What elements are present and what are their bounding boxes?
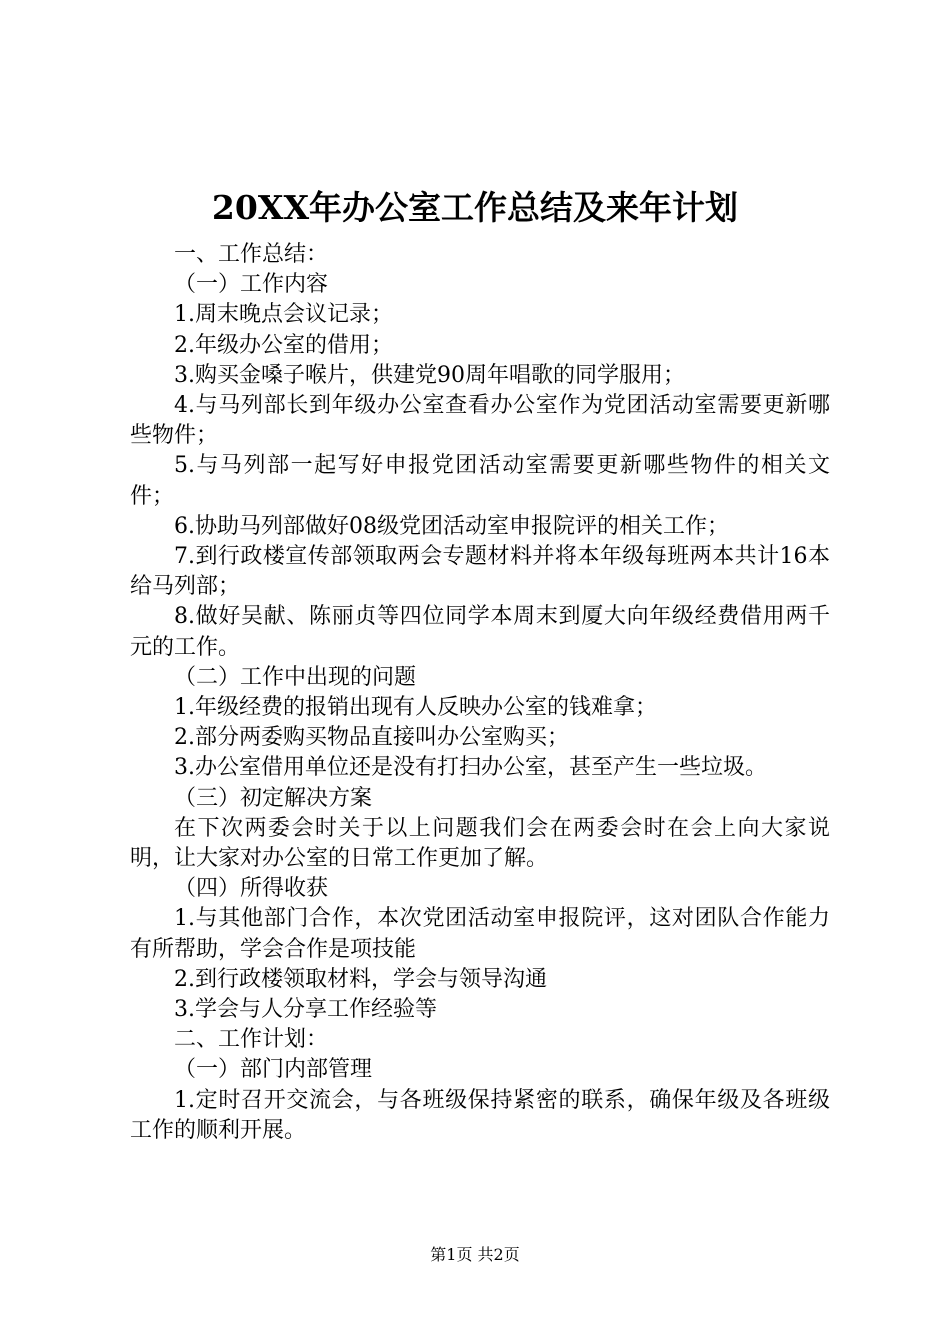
list-item: 3.办公室借用单位还是没有打扫办公室，甚至产生一些垃圾。: [174, 755, 767, 781]
subsection-heading-work-content: （一）工作内容: [174, 272, 329, 298]
list-item: 1.年级经费的报销出现有人反映办公室的钱难拿；: [174, 695, 657, 721]
list-item: 8.做好吴献、陈丽贞等四位同学本周末到厦大向年级经费借用两千元的工作。: [130, 604, 830, 660]
subsection-heading-problems: （二）工作中出现的问题: [174, 664, 417, 690]
list-item: 3.购买金嗓子喉片，供建党90周年唱歌的同学服用；: [174, 362, 685, 388]
list-item: 2.年级办公室的借用；: [174, 332, 393, 358]
list-item: 2.到行政楼领取材料，学会与领导沟通: [174, 966, 547, 992]
list-item: 1.定时召开交流会，与各班级保持紧密的联系，确保年级及各班级工作的顺利开展。: [130, 1087, 830, 1143]
list-item: 3.学会与人分享工作经验等: [174, 997, 437, 1023]
document-body: [130, 240, 830, 1146]
list-item: 6.协助马列部做好08级党团活动室申报院评的相关工作；: [174, 513, 729, 539]
list-item: 4.与马列部长到年级办公室查看办公室作为党团活动室需要更新哪些物件；: [130, 393, 830, 449]
body-paragraph: 在下次两委会时关于以上问题我们会在两委会时在会上向大家说明，让大家对办公室的日常工作更加了解。: [130, 815, 830, 872]
list-item: 7.到行政楼宣传部领取两会专题材料并将本年级每班两本共计16本给马列部；: [130, 544, 830, 600]
list-item: 1.周末晚点会议记录；: [174, 302, 393, 328]
list-item: 2.部分两委购买物品直接叫办公室购买；: [174, 725, 569, 751]
document-title: 20XX年办公室工作总结及来年计划: [211, 188, 739, 227]
subsection-heading-gains: （四）所得收获: [174, 876, 329, 902]
list-item: 5.与马列部一起写好申报党团活动室需要更新哪些物件的相关文件；: [130, 453, 830, 509]
page-footer: 第1页 共2页: [430, 1245, 520, 1264]
list-item: 1.与其他部门合作，本次党团活动室申报院评，这对团队合作能力有所帮助，学会合作是项技能: [130, 906, 830, 962]
subsection-heading-solutions: （三）初定解决方案: [174, 785, 373, 811]
section-heading-summary: 一、工作总结：: [174, 242, 329, 267]
subsection-heading-internal-management: （一）部门内部管理: [174, 1057, 373, 1083]
section-heading-plan: 二、工作计划：: [174, 1027, 329, 1053]
